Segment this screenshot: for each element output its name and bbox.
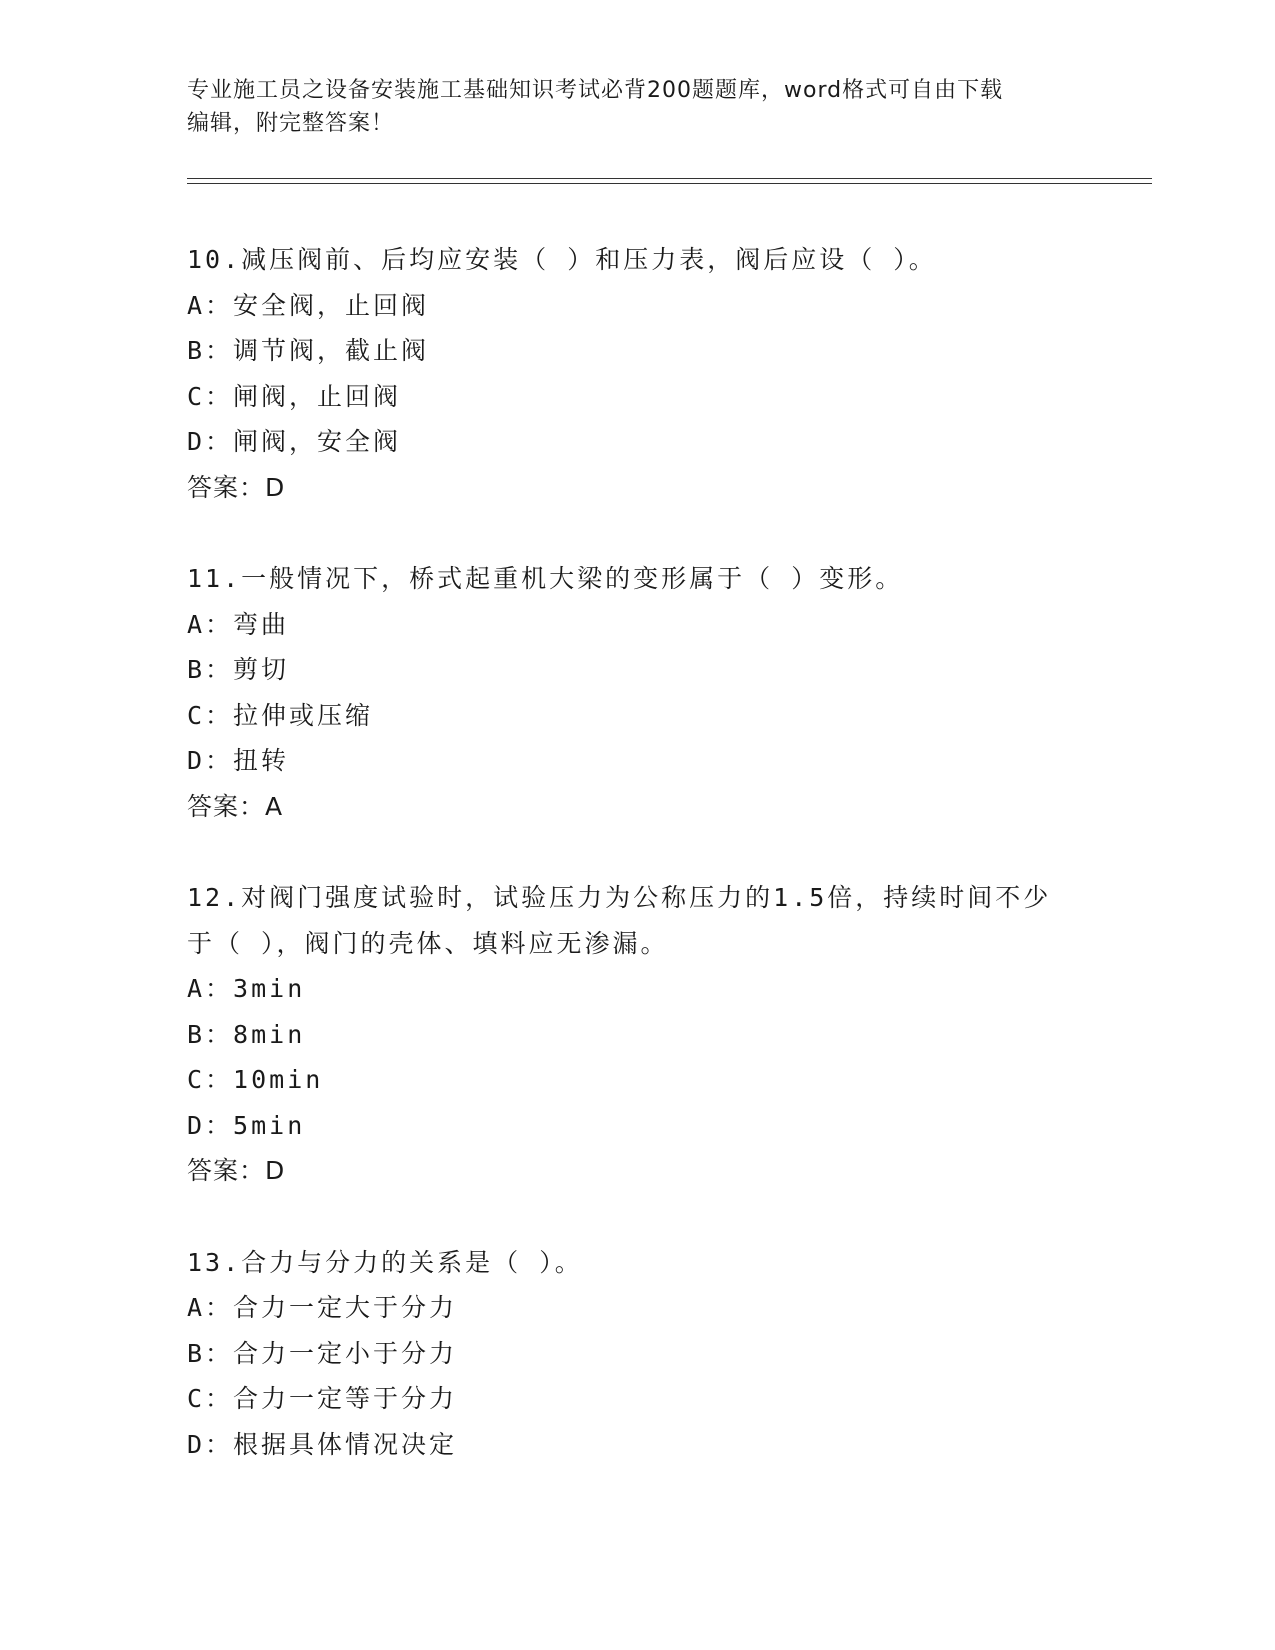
option-d: D：5min [187,1110,306,1140]
question-stem-continued: 于（ ），阀门的壳体、填料应无渗漏。 [187,928,669,958]
question-10 [187,237,1087,510]
option-b: B：剪切 [187,655,290,684]
option-c: C：合力一定等于分力 [187,1384,458,1413]
option-a: A：合力一定大于分力 [187,1293,458,1322]
option-a: A：安全阀，止回阀 [187,290,430,320]
question-list [187,237,1087,1513]
document-header [187,74,1067,140]
option-c: C：10min [187,1065,324,1094]
option-a: A：3min [187,974,306,1003]
answer-line: 答案：A [187,791,284,821]
option-d: D：闸阀，安全阀 [187,427,402,456]
question-stem: 13.合力与分力的关系是（ ）。 [187,1247,583,1277]
option-c: C：闸阀，止回阀 [187,381,402,411]
option-d: D：根据具体情况决定 [187,1429,458,1459]
header-divider-bottom [187,183,1152,184]
header-line-2: 编辑，附完整答案！ [187,111,395,136]
option-c: C：拉伸或压缩 [187,700,374,730]
answer-line: 答案：D [187,1156,286,1185]
question-12 [187,875,1087,1194]
question-stem: 10.减压阀前、后均应安装（ ）和压力表，阀后应设（ ）。 [187,245,937,274]
question-11 [187,556,1087,829]
option-b: B：调节阀，截止阀 [187,336,430,365]
header-line-1: 专业施工员之设备安装施工基础知识考试必背200题题库，word格式可自由下载 [187,78,1004,103]
question-13 [187,1240,1087,1468]
header-divider-top [187,178,1152,179]
option-b: B：合力一定小于分力 [187,1338,458,1368]
option-b: B：8min [187,1019,306,1049]
question-stem: 11.一般情况下，桥式起重机大梁的变形属于（ ）变形。 [187,564,904,593]
option-a: A：弯曲 [187,609,290,639]
question-stem: 12.对阀门强度试验时，试验压力为公称压力的1.5倍，持续时间不少 [187,883,1052,912]
option-d: D：扭转 [187,746,290,775]
answer-line: 答案：D [187,472,286,502]
